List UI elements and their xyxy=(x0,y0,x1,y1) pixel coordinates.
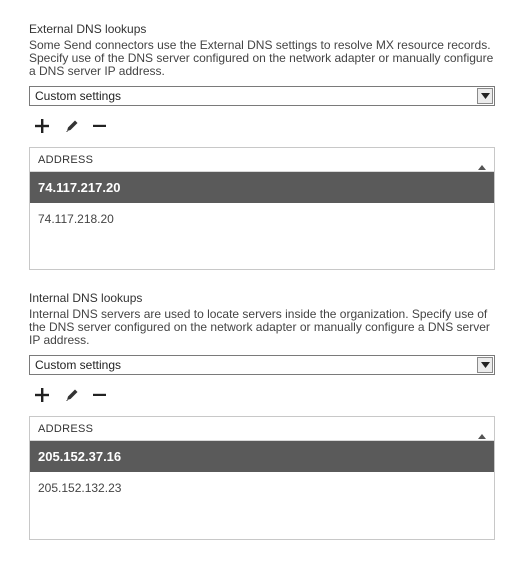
internal-dns-select-value: Custom settings xyxy=(35,358,122,372)
pencil-icon[interactable] xyxy=(62,385,82,405)
column-header-address[interactable] xyxy=(30,417,494,441)
external-dns-select-value: Custom settings xyxy=(35,89,122,103)
table-row[interactable] xyxy=(30,203,494,234)
address-cell: 74.117.217.20 xyxy=(38,180,121,195)
plus-icon[interactable] xyxy=(32,116,52,136)
minus-icon[interactable] xyxy=(90,116,110,136)
address-cell: 74.117.218.20 xyxy=(38,212,114,226)
minus-icon[interactable] xyxy=(90,385,110,405)
internal-dns-title: Internal DNS lookups xyxy=(29,291,143,305)
external-dns-select[interactable] xyxy=(29,86,495,106)
plus-icon[interactable] xyxy=(32,385,52,405)
chevron-down-icon[interactable] xyxy=(477,357,493,373)
external-dns-title: External DNS lookups xyxy=(29,22,147,36)
pencil-icon[interactable] xyxy=(62,116,82,136)
internal-dns-section xyxy=(29,291,495,495)
column-header-label: ADDRESS xyxy=(38,423,94,435)
address-cell: 205.152.37.16 xyxy=(38,449,122,464)
column-header-address[interactable] xyxy=(30,148,494,172)
external-dns-list xyxy=(29,147,495,270)
internal-dns-list xyxy=(29,416,495,540)
external-dns-section xyxy=(29,22,495,226)
address-cell: 205.152.132.23 xyxy=(38,481,122,495)
internal-dns-select[interactable] xyxy=(29,355,495,375)
table-row[interactable] xyxy=(30,172,494,203)
table-row[interactable] xyxy=(30,441,494,472)
column-header-label: ADDRESS xyxy=(38,154,94,166)
table-row[interactable] xyxy=(30,472,494,503)
external-dns-description: Some Send connectors use the External DNS settings to resolve MX resource records. Specify use of the DNS server configured on the network adapter or manually configure a DNS server IP address. xyxy=(29,38,494,78)
internal-dns-description: Internal DNS servers are used to locate servers inside the organization. Specify use of the DNS server configured on the network adapter or manually configure a DNS server IP address. xyxy=(29,307,490,347)
chevron-down-icon[interactable] xyxy=(477,88,493,104)
